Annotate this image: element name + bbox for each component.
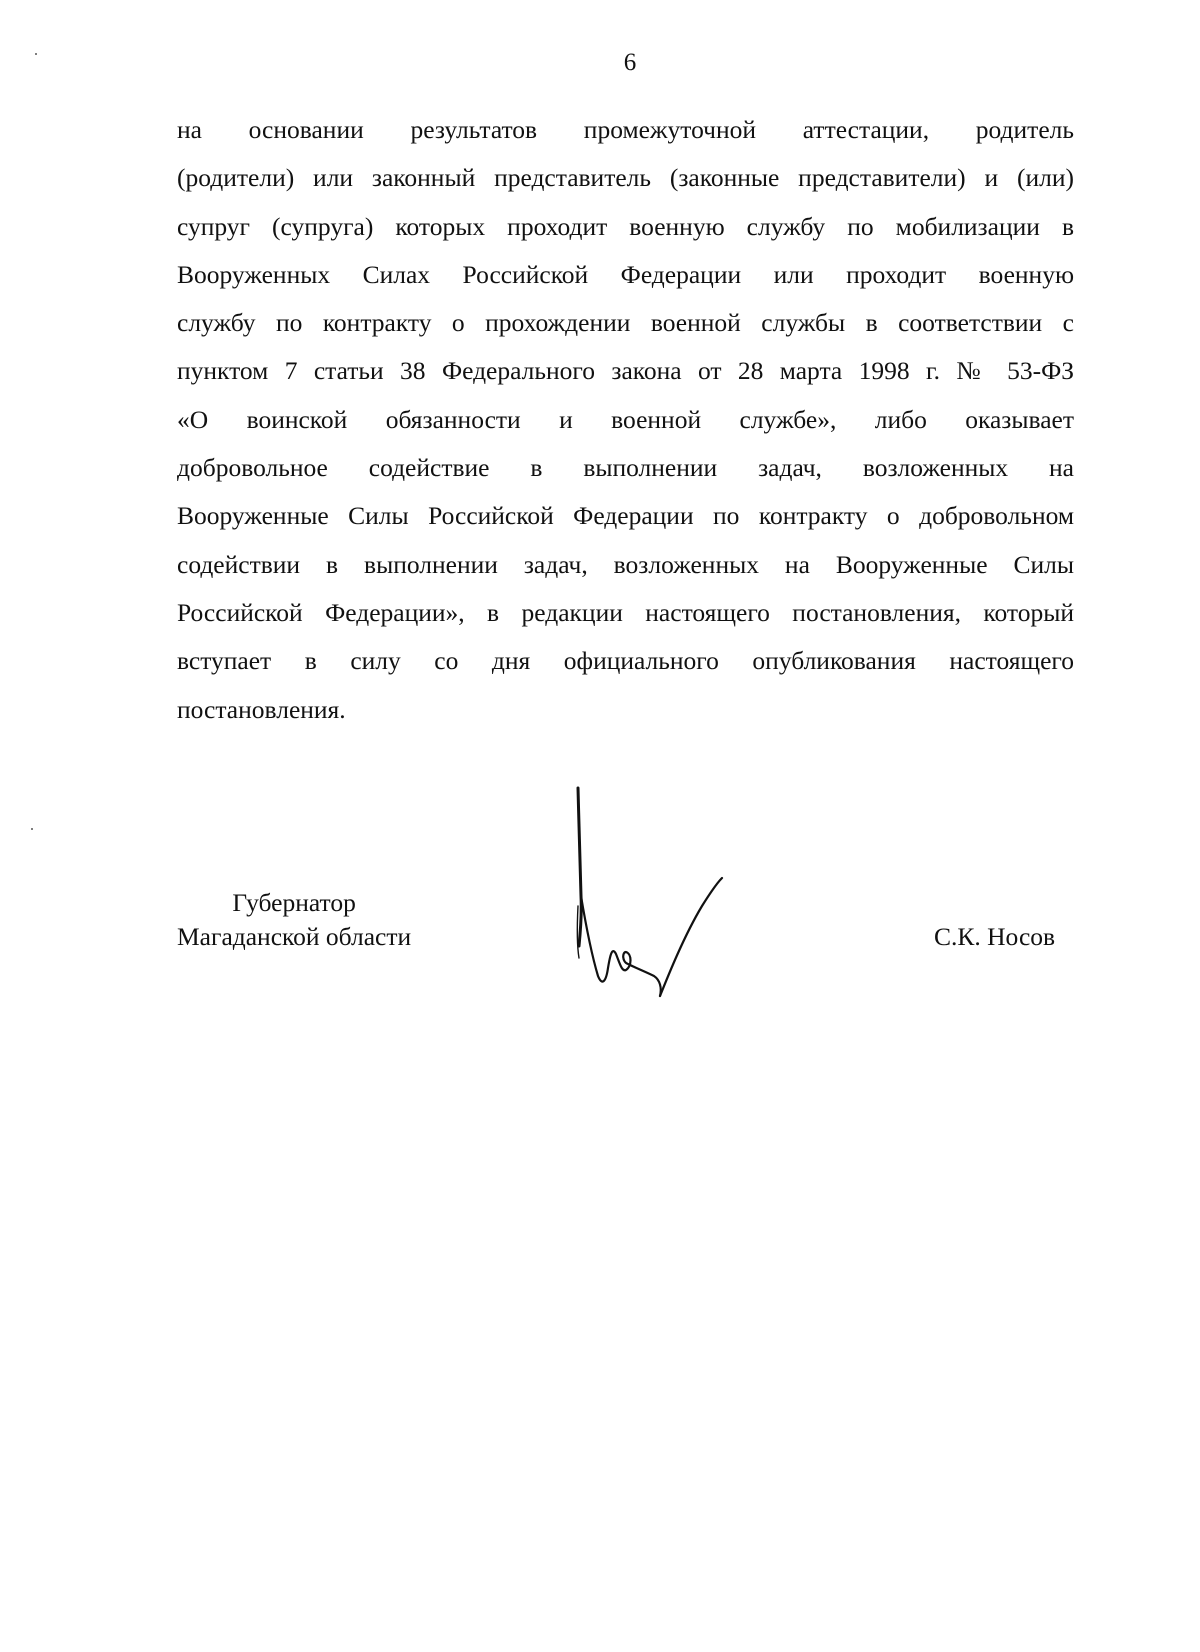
body-line: Вооруженные Силы Российской Федерации по контракту о добровольном (177, 501, 1074, 531)
body-line: Вооруженных Силах Российской Федерации или проходит военную (177, 259, 1074, 289)
body-line: вступает в силу со дня официального опубликования настоящего (177, 646, 1074, 676)
page-number: 6 (623, 49, 637, 76)
body-line: супруг (супруга) которых проходит военную службу по мобилизации в (177, 211, 1074, 241)
signatory-title-line2: Магаданской области (177, 922, 412, 951)
signatory-title (177, 886, 411, 954)
signatory-title-line1: Губернатор (232, 888, 356, 917)
signatory-name: С.К. Носов (934, 922, 1056, 951)
body-line: Российской Федерации», в редакции настоящего постановления, который (177, 597, 1074, 627)
handwritten-signature (568, 786, 758, 1016)
body-line: постановления. (177, 694, 346, 724)
body-paragraph (177, 106, 1074, 734)
scan-speck (35, 53, 37, 55)
scan-speck (31, 828, 33, 830)
body-line: содействии в выполнении задач, возложенных на Вооруженные Силы (177, 549, 1074, 579)
body-line: службу по контракту о прохождении военной службы в соответствии с (177, 308, 1074, 338)
body-line: добровольное содействие в выполнении задач, возложенных на (177, 453, 1074, 483)
body-line: пунктом 7 статьи 38 Федерального закона от 28 марта 1998 г. № 53-ФЗ (177, 356, 1074, 386)
body-line: (родители) или законный представитель (законные представители) и (или) (177, 163, 1074, 193)
body-line: на основании результатов промежуточной аттестации, родитель (177, 115, 1074, 144)
body-line: «О воинской обязанности и военной службе», либо оказывает (177, 404, 1074, 434)
